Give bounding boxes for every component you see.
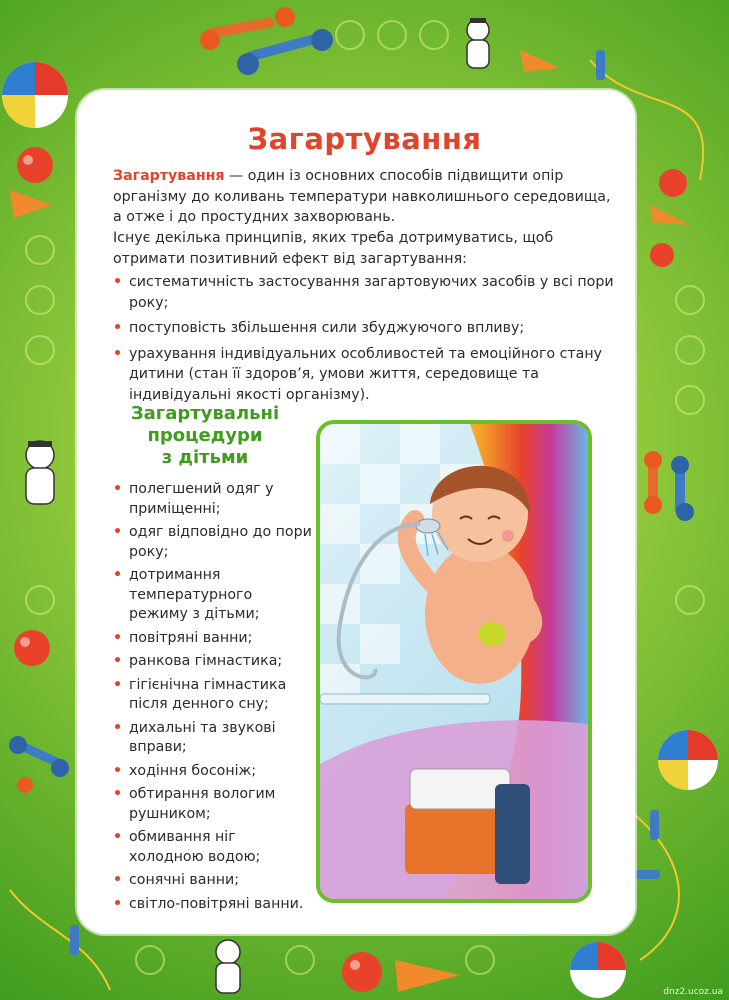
page-title: Загартування [247, 122, 482, 156]
procedures-title-line: Загартувальні [130, 403, 280, 424]
principles-intro: Існує декілька принципів, яких треба дотримуватись, щоб отримати позитивний ефект від загартування: [113, 230, 554, 267]
list-item: • поступовість збільшення сили збуджуючого впливу; [113, 318, 618, 339]
beach-ball-icon [658, 730, 718, 790]
shower-scene [320, 424, 588, 899]
procedures-title-line: з дітьми [161, 447, 249, 468]
procedures-title-line: процедури [147, 425, 263, 446]
carrot-icon [650, 205, 690, 225]
procedures-list [113, 480, 313, 918]
teddy-bear-icon [26, 441, 54, 504]
apple-icon [342, 952, 382, 992]
list-item: • полегшений одяг у приміщенні; [113, 480, 313, 519]
apple-icon [650, 243, 674, 267]
procedures-title [110, 403, 300, 469]
list-item: • одяг відповідно до пори року; [113, 523, 313, 562]
list-item: • повітряні ванни; [113, 629, 313, 649]
apple-icon [659, 169, 687, 197]
list-item: • дотримання температурного режиму з дітьми; [113, 566, 313, 625]
list-item: • обмивання ніг холодною водою; [113, 828, 313, 867]
dumbbell-icon [644, 451, 694, 521]
beach-ball-icon [2, 62, 68, 128]
list-item: • урахування індивідуальних особливостей та емоційного стану дитини (стан її здоров’я, умови життя, середовище та індивідуальні якості організму). [113, 344, 618, 406]
apple-icon [14, 630, 50, 666]
dumbbell-icon [200, 7, 333, 75]
list-item: • гігієнічна гімнастика після денного сну; [113, 676, 313, 715]
beach-ball-icon [570, 942, 626, 998]
dumbbell-icon [9, 736, 69, 793]
list-item: • дихальні та звукові вправи; [113, 719, 313, 758]
shower-illustration [316, 420, 592, 903]
carrot-icon [395, 960, 460, 992]
list-item: • світло-повітряні ванни. [113, 895, 313, 915]
list-item: • обтирання вологим рушником; [113, 785, 313, 824]
list-item: • ходіння босоніж; [113, 762, 313, 782]
list-item: • сонячні ванни; [113, 871, 313, 891]
list-item: • систематичність застосування загартовуючих засобів у всі пори року; [113, 272, 618, 313]
teddy-bear-icon [467, 18, 489, 68]
teddy-bear-icon [216, 940, 240, 993]
intro-term: Загартування [113, 168, 225, 184]
carrot-icon [10, 190, 52, 218]
carrot-icon [520, 50, 560, 72]
principles-list [113, 272, 618, 410]
watermark: dnz2.ucoz.ua [663, 987, 723, 997]
intro-paragraph [113, 166, 618, 228]
intro-text: — один із основних способів підвищити опір організму до коливань температури навколишнього середовища, а отже і до простудних захворювань. [113, 168, 611, 225]
list-item: • ранкова гімнастика; [113, 652, 313, 672]
